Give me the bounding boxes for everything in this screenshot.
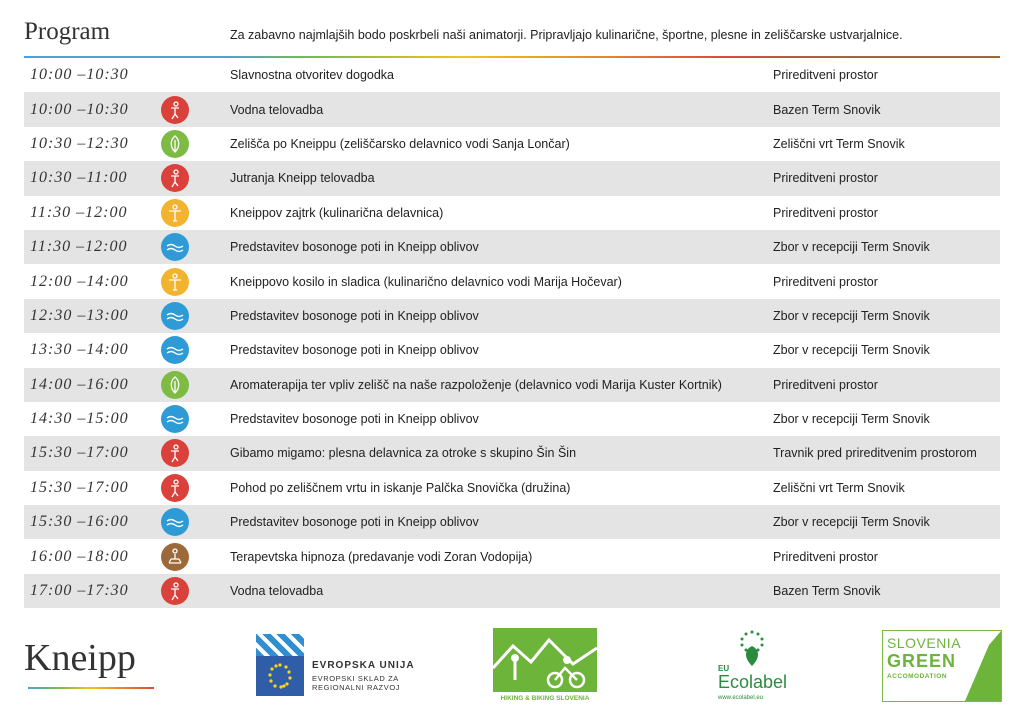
table-row [24, 368, 1000, 402]
table-row [24, 539, 1000, 573]
schedule-table [24, 58, 1000, 608]
leaf-icon [961, 631, 1001, 701]
food-icon-yellow [161, 199, 189, 227]
herb-icon-green [161, 371, 189, 399]
event-time: 15:30 –17:00 [30, 444, 129, 462]
eu-subtitle-line1: EVROPSKI SKLAD ZA [312, 674, 399, 683]
meditation-icon-brown [161, 543, 189, 571]
event-location: Zbor v recepciji Term Snovik [773, 515, 930, 530]
event-time: 10:00 –10:30 [30, 66, 129, 84]
event-title: Kneippovo kosilo in sladica (kulinarično delavnico vodi Marija Hočevar) [230, 274, 622, 289]
table-row [24, 92, 1000, 126]
table-row [24, 196, 1000, 230]
event-time: 11:30 –12:00 [30, 203, 128, 221]
table-row [24, 436, 1000, 470]
sport-icon-red [161, 577, 189, 605]
event-location: Prireditveni prostor [773, 171, 878, 186]
sport-icon-red [161, 96, 189, 124]
event-time: 13:30 –14:00 [30, 341, 129, 359]
eu-flag-icon [256, 656, 304, 696]
event-location: Zbor v recepciji Term Snovik [773, 412, 930, 427]
sport-icon-red [161, 474, 189, 502]
ecolabel-wordmark: Ecolabel [718, 672, 788, 692]
event-time: 11:30 –12:00 [30, 238, 128, 256]
table-row [24, 471, 1000, 505]
slovenia-green-line3: ACCOMODATION [887, 673, 948, 680]
event-title: Predstavitev bosonoge poti in Kneipp oblivov [230, 343, 479, 358]
table-row [24, 264, 1000, 298]
eu-stripes-graphic [256, 634, 304, 656]
water-icon-blue [161, 233, 189, 261]
herb-icon-green [161, 130, 189, 158]
table-row [24, 505, 1000, 539]
event-title: Predstavitev bosonoge poti in Kneipp oblivov [230, 515, 479, 530]
ecolabel-url: www.ecolabel.eu [718, 695, 764, 701]
event-location: Prireditveni prostor [773, 274, 878, 289]
eu-title: EVROPSKA UNIJA [312, 660, 415, 671]
water-icon-blue [161, 508, 189, 536]
water-icon-blue [161, 336, 189, 364]
table-row [24, 230, 1000, 264]
table-row [24, 402, 1000, 436]
event-location: Zbor v recepciji Term Snovik [773, 240, 930, 255]
event-title: Predstavitev bosonoge poti in Kneipp oblivov [230, 412, 479, 427]
table-row [24, 299, 1000, 333]
event-location: Prireditveni prostor [773, 68, 878, 83]
event-time: 17:00 –17:30 [30, 582, 129, 600]
table-row [24, 574, 1000, 608]
slovenia-green-line2: GREEN [887, 651, 957, 671]
sport-icon-red [161, 164, 189, 192]
hiking-biking-label: HIKING & BIKING SLOVENIA [500, 695, 590, 702]
ecolabel-eu: EU [718, 664, 730, 673]
event-time: 12:00 –14:00 [30, 272, 129, 290]
event-time: 10:30 –11:00 [30, 169, 128, 187]
event-title: Zelišča po Kneippu (zeliščarsko delavnico vodi Sanja Lončar) [230, 136, 570, 151]
event-title: Pohod po zeliščnem vrtu in iskanje Palčka Snovička (družina) [230, 480, 571, 495]
event-title: Predstavitev bosonoge poti in Kneipp oblivov [230, 240, 479, 255]
event-time: 15:30 –16:00 [30, 513, 129, 531]
event-time: 15:30 –17:00 [30, 478, 129, 496]
program-header [24, 18, 1000, 58]
eu-subtitle-line2: REGIONALNI RAZVOJ [312, 683, 401, 692]
event-location: Travnik pred prireditvenim prostorom [773, 446, 977, 461]
kneipp-logo: Kneipp [24, 637, 136, 679]
program-intro: Za zabavno najmlajših bodo poskrbeli naši animatorji. Pripravljajo kulinarične, športne, plesne in zeliščarske ustvarjalnice. [230, 28, 903, 42]
event-title: Vodna telovadba [230, 102, 324, 117]
event-location: Zeliščni vrt Term Snovik [773, 136, 905, 151]
event-title: Predstavitev bosonoge poti in Kneipp oblivov [230, 308, 479, 323]
eu-subtitle [312, 674, 400, 692]
event-title: Kneippov zajtrk (kulinarična delavnica) [230, 205, 444, 220]
event-location: Prireditveni prostor [773, 205, 878, 220]
event-time: 14:00 –16:00 [30, 375, 129, 393]
sport-icon-red [161, 439, 189, 467]
event-time: 16:00 –18:00 [30, 547, 129, 565]
slovenia-green-logo [882, 630, 1002, 702]
table-row [24, 127, 1000, 161]
slovenia-green-line1: SLOVENIA [887, 635, 962, 651]
event-title: Slavnostna otvoritev dogodka [230, 68, 394, 83]
event-time: 14:30 –15:00 [30, 410, 129, 428]
eu-ecolabel-logo [714, 628, 788, 706]
event-location: Prireditveni prostor [773, 549, 878, 564]
hiking-biking-logo [493, 628, 597, 692]
event-title: Jutranja Kneipp telovadba [230, 171, 375, 186]
food-icon-yellow [161, 268, 189, 296]
water-icon-blue [161, 405, 189, 433]
event-title: Terapevtska hipnoza (predavanje vodi Zoran Vodopija) [230, 549, 533, 564]
table-row [24, 58, 1000, 92]
event-location: Bazen Term Snovik [773, 102, 881, 117]
event-location: Zbor v recepciji Term Snovik [773, 308, 930, 323]
event-title: Aromaterapija ter vpliv zelišč na naše razpoloženje (delavnico vodi Marija Kuster Kortnik) [230, 377, 722, 392]
event-title: Vodna telovadba [230, 584, 324, 599]
event-location: Bazen Term Snovik [773, 584, 881, 599]
eu-logo [256, 634, 416, 698]
kneipp-logo-bar [28, 687, 154, 689]
table-row [24, 333, 1000, 367]
page-title: Program [24, 18, 111, 45]
event-time: 10:00 –10:30 [30, 100, 129, 118]
event-location: Zbor v recepciji Term Snovik [773, 343, 930, 358]
table-row [24, 161, 1000, 195]
sponsor-footer [24, 628, 1000, 708]
event-location: Zeliščni vrt Term Snovik [773, 480, 905, 495]
event-time: 10:30 –12:30 [30, 134, 129, 152]
event-time: 12:30 –13:00 [30, 306, 129, 324]
event-title: Gibamo migamo: plesna delavnica za otroke s skupino Šin Šin [230, 446, 577, 461]
water-icon-blue [161, 302, 189, 330]
event-location: Prireditveni prostor [773, 377, 878, 392]
